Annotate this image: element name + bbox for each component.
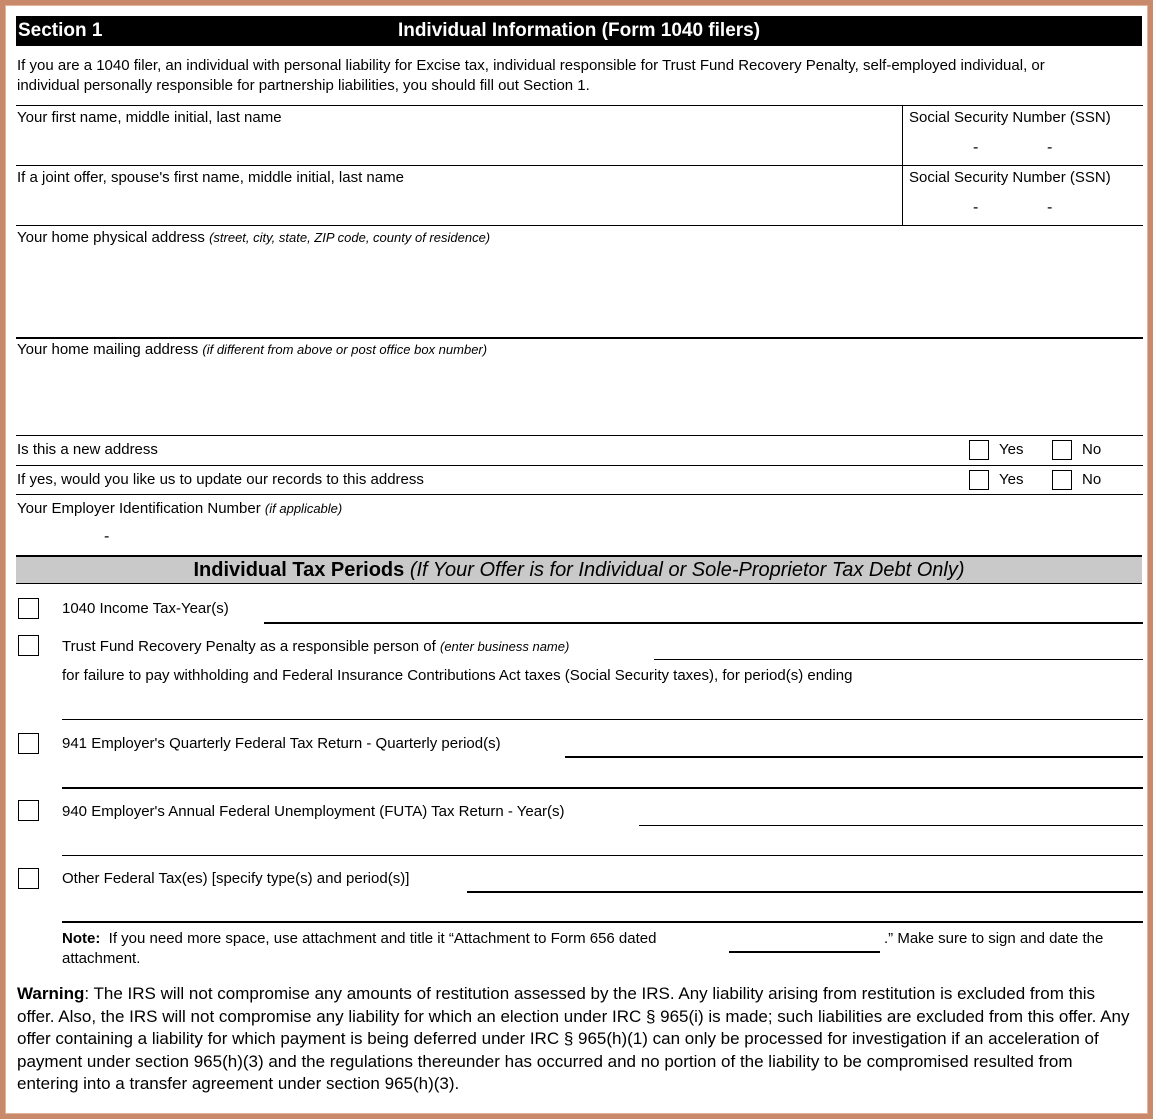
ssn-label: Social Security Number (SSN) — [909, 109, 1111, 126]
other-tax-checkbox[interactable] — [18, 868, 39, 889]
divider — [16, 435, 1143, 436]
warning-paragraph — [17, 983, 1137, 1096]
note-text-after: .” Make sure to sign and date the — [884, 930, 1104, 947]
income-tax-years-line[interactable] — [264, 622, 1143, 624]
spouse-ssn-field[interactable] — [905, 188, 1141, 223]
yes-label: Yes — [999, 471, 1024, 488]
income-tax-label: 1040 Income Tax-Year(s) — [62, 600, 229, 617]
spouse-name-field[interactable] — [17, 188, 897, 223]
other-tax-label: Other Federal Tax(es) [specify type(s) and period(s)] — [62, 870, 410, 887]
new-address-label: Is this a new address — [17, 441, 158, 458]
form-941-checkbox[interactable] — [18, 733, 39, 754]
mailing-address-field[interactable] — [17, 362, 1141, 432]
other-tax-line[interactable] — [467, 891, 1143, 893]
note-text-wrap: attachment. — [62, 950, 141, 967]
ein-hint: (if applicable) — [264, 501, 343, 516]
note-text — [62, 930, 656, 947]
divider — [902, 105, 903, 225]
divider — [16, 337, 1143, 339]
ssn-dash: - — [1047, 139, 1053, 156]
new-address-no-checkbox[interactable] — [1052, 440, 1072, 460]
mailing-address-label — [17, 341, 487, 358]
note-text-before: If you need more space, use attachment and title it “Attachment to Form 656 dated — [108, 930, 657, 947]
ssn-dash: - — [1047, 199, 1053, 216]
tax-periods-subtitle: (If Your Offer is for Individual or Sole-Proprietor Tax Debt Only) — [409, 559, 965, 581]
form-940-checkbox[interactable] — [18, 800, 39, 821]
income-tax-checkbox[interactable] — [18, 598, 39, 619]
name-field[interactable] — [17, 128, 897, 163]
spouse-ssn-label: Social Security Number (SSN) — [909, 169, 1111, 186]
update-records-no-checkbox[interactable] — [1052, 470, 1072, 490]
trust-fund-periods-line[interactable] — [62, 719, 1143, 720]
divider — [16, 465, 1143, 466]
form-941-periods-line[interactable] — [565, 756, 1143, 758]
trust-fund-hint: (enter business name) — [439, 639, 570, 654]
trust-fund-label-text: Trust Fund Recovery Penalty as a responsible person of — [62, 638, 436, 655]
ssn-field[interactable] — [905, 128, 1141, 163]
physical-address-label — [17, 229, 490, 246]
divider — [16, 225, 1143, 226]
ein-field[interactable] — [17, 522, 317, 552]
intro-text: If you are a 1040 filer, an individual with personal liability for Excise tax, individual responsible for Trust Fund Recovery Penalty, self-employed individual, or individual personally responsible for partnership liabilities, you should fill out Section 1. — [17, 57, 1045, 94]
trust-fund-continuation: for failure to pay withholding and Federal Insurance Contributions Act taxes (Social Security taxes), for period(s) ending — [62, 667, 853, 684]
ein-label-text: Your Employer Identification Number — [17, 500, 261, 517]
form-941-label: 941 Employer's Quarterly Federal Tax Return - Quarterly period(s) — [62, 735, 501, 752]
tax-periods-header — [16, 555, 1142, 584]
section-number: Section 1 — [18, 20, 103, 41]
form-941-periods-line-2[interactable] — [62, 787, 1143, 789]
other-tax-line-2[interactable] — [62, 921, 1143, 923]
form-940-years-line[interactable] — [639, 825, 1143, 826]
spouse-name-label: If a joint offer, spouse's first name, middle initial, last name — [17, 169, 404, 186]
physical-address-label-text: Your home physical address — [17, 229, 205, 246]
no-label: No — [1082, 471, 1102, 488]
update-records-label: If yes, would you like us to update our records to this address — [17, 471, 424, 488]
no-label: No — [1082, 441, 1102, 458]
attachment-date-line[interactable] — [729, 951, 880, 953]
form-940-label: 940 Employer's Annual Federal Unemployment (FUTA) Tax Return - Year(s) — [62, 803, 565, 820]
name-label: Your first name, middle initial, last name — [17, 109, 282, 126]
warning-text: : The IRS will not compromise any amounts of restitution assessed by the IRS. Any liability arising from restitution is excluded from this offer. Also, the IRS will not compromise any liability for which an election under IRC § 965(i) is made; such liabilities are excluded from this offer. Any offer containing a liability for which payment is being deferred under IRC § 965(h)(1) can only be processed for investigation if an acceleration of payment under section 965(h)(3) and the regulations thereunder has occurred and no portion of the liability to be compromised resulted from entering into a transfer agreement under section 965(h)(3). — [17, 984, 1130, 1093]
trust-fund-label — [62, 638, 569, 655]
section-header — [16, 16, 1142, 46]
new-address-yes-checkbox[interactable] — [969, 440, 989, 460]
warning-label: Warning — [17, 984, 85, 1003]
physical-address-hint: (street, city, state, ZIP code, county of residence) — [209, 230, 491, 245]
mailing-address-hint: (if different from above or post office box number) — [202, 342, 488, 357]
ssn-dash: - — [973, 199, 979, 216]
yes-label: Yes — [999, 441, 1024, 458]
ein-label — [17, 500, 342, 517]
tax-periods-title: Individual Tax Periods — [193, 559, 405, 581]
divider — [16, 105, 1143, 106]
note-label: Note: — [62, 930, 101, 947]
ssn-dash: - — [973, 139, 979, 156]
mailing-address-label-text: Your home mailing address — [17, 341, 199, 358]
trust-fund-checkbox[interactable] — [18, 635, 39, 656]
divider — [16, 165, 1143, 166]
form-940-years-line-2[interactable] — [62, 855, 1143, 856]
divider — [16, 494, 1143, 495]
update-records-yes-checkbox[interactable] — [969, 470, 989, 490]
physical-address-field[interactable] — [17, 250, 1141, 335]
section-title: Individual Information (Form 1040 filers) — [397, 20, 761, 41]
ein-dash: - — [104, 528, 110, 545]
business-name-line[interactable] — [654, 659, 1143, 660]
